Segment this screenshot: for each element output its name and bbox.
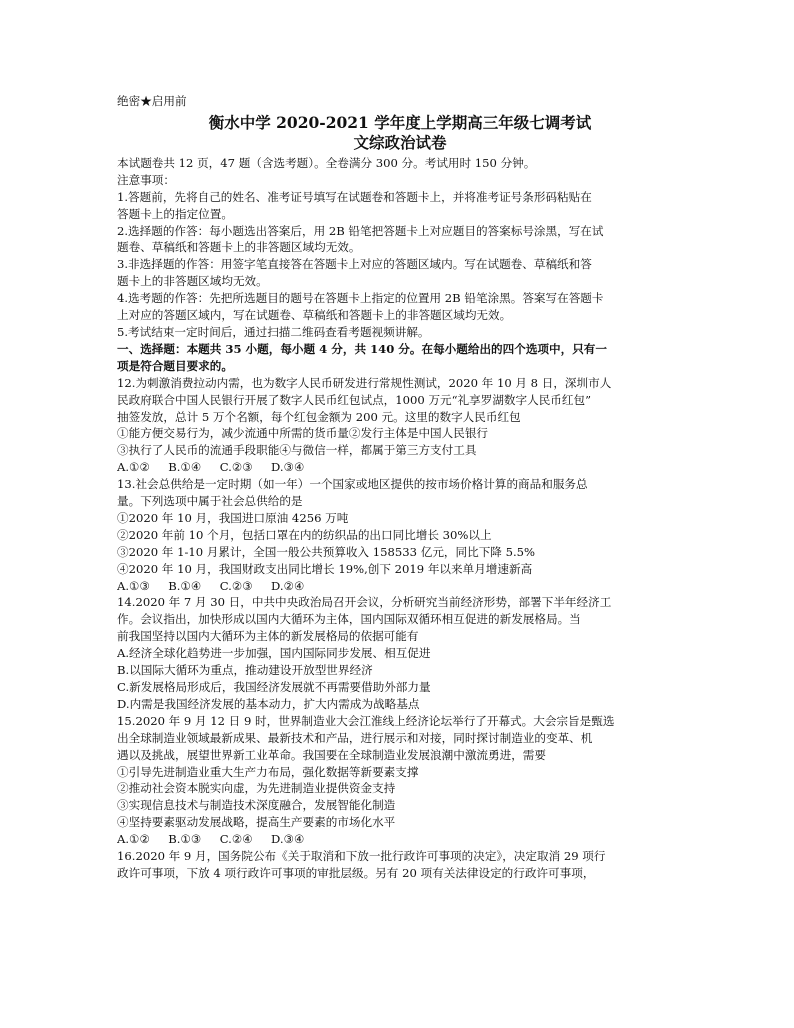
option-line: C.新发展格局形成后，我国经济发展就不再需要借助外部力量	[117, 680, 431, 694]
notes-line: 题卡上的非答题区域均无效。	[117, 274, 268, 289]
option-line: ①2020 年 10 月，我国进口原油 4256 万吨	[117, 510, 349, 525]
notes-line: 4.选考题的作答：先把所选题目的题号在答题卡上指定的位置用 2B 铅笔涂黑。答案写在答题卡	[117, 291, 604, 306]
question-line: 13.社会总供给是一定时期（如一年）一个国家或地区提供的按市场价格计算的商品和服务总	[117, 477, 588, 492]
notes-line: 答题卡上的指定位置。	[117, 206, 233, 221]
question-line: 政许可事项，下放 4 项行政许可事项的审批层级。另有 20 项有关法律设定的行政许可事项，	[117, 865, 595, 880]
exam-intro: 本试题卷共 12 页，47 题（含选考题）。全卷满分 300 分。考试用时 150 分钟。	[117, 155, 536, 170]
question-12	[117, 375, 683, 476]
option-line: ②推动社会资本脱实向虚，为先进制造业提供资金支持	[117, 781, 396, 796]
question-13	[117, 476, 683, 594]
option-line: A.经济全球化趋势进一步加强，国内国际同步发展、相互促进	[117, 646, 431, 661]
notes-line: 2.选择题的作答：每小题选出答案后，用 2B 铅笔把答题卡上对应题目的答案标号涂黑，写在试	[117, 223, 604, 238]
question-line: 前我国坚持以国内大循环为主体的新发展格局的依据可能有	[117, 629, 419, 644]
question-line: 16.2020 年 9 月，国务院公布《关于取消和下放一批行政许可事项的决定》，决定取消 29 项行	[117, 849, 606, 864]
notes-line: 3.非选择题的作答：用签字笔直接答在答题卡上对应的答题区域内。写在试题卷、草稿纸和答	[117, 257, 592, 272]
question-15	[117, 713, 683, 848]
notes-heading: 注意事项：	[117, 172, 175, 187]
notes-section	[117, 172, 683, 341]
question-line: 12.为刺激消费拉动内需，也为数字人民币研发进行常规性测试，2020 年 10 月 8 日，深圳市人	[117, 375, 612, 390]
exam-page	[117, 93, 683, 882]
question-line: 14.2020 年 7 月 30 日，中共中央政治局召开会议，分析研究当前经济形势，部署下半年经济工	[117, 595, 612, 610]
answer-options: A.①② B.①④ C.②③ D.③④	[117, 460, 305, 475]
answer-options: A.①② B.①③ C.②④ D.③④	[117, 832, 305, 847]
answer-options: A.①③ B.①④ C.②③ D.②④	[117, 578, 305, 593]
question-line: 量。下列选项中属于社会总供给的是	[117, 494, 303, 509]
question-14	[117, 594, 683, 712]
question-line: 民政府联合中国人民银行开展了数字人民币红包试点，1000 万元“礼享罗湖数字人民币红包”	[117, 392, 592, 407]
notes-line: 题卷、草稿纸和答题卡上的非答题区域均无效。	[117, 240, 361, 255]
notes-line: 5.考试结束一定时间后，通过扫描二维码查看考题视频讲解。	[117, 324, 430, 339]
exam-subtitle: 文综政治试卷	[353, 132, 447, 152]
option-line: ③实现信息技术与制造技术深度融合，发展智能化制造	[117, 798, 396, 813]
notes-line: 上对应的答题区域内，写在试题卷、草稿纸和答题卡上的非答题区域均无效。	[117, 308, 512, 323]
question-line: 15.2020 年 9 月 12 日 9 时，世界制造业大会江淮线上经济论坛举行了开幕式。大会宗旨是甄选	[117, 713, 615, 728]
question-line: 抽签发放，总计 5 万个名额，每个红包金额为 200 元。这里的数字人民币红包	[117, 409, 521, 424]
option-line: ②2020 年前 10 个月，包括口罩在内的纺织品的出口同比增长 30%以上	[117, 527, 492, 542]
question-16	[117, 848, 683, 882]
secret-label: 绝密★启用前	[117, 94, 187, 108]
exam-title: 衡水中学 2020-2021 学年度上学期高三年级七调考试	[208, 112, 592, 132]
option-line: ③2020 年 1-10 月累计，全国一般公共预算收入 158533 亿元，同比下降 5.5%	[117, 544, 536, 559]
option-line: ①引导先进制造业重大生产力布局，强化数据等新要素支撑	[117, 764, 419, 779]
option-line: D.内需是我国经济发展的基本动力，扩大内需成为战略基点	[117, 696, 420, 711]
question-line: 出全球制造业领域最新成果、最新技术和产品，进行展示和对接，同时探讨制造业的变革、机	[117, 730, 593, 745]
option-line: ①能方便交易行为，减少流通中所需的货币量②发行主体是中国人民银行	[117, 426, 489, 441]
question-line: 作。会议指出，加快形成以国内大循环为主体，国内国际双循环相互促进的新发展格局。当	[117, 612, 581, 627]
section-heading-cont: 项是符合题目要求的。	[117, 358, 233, 373]
option-line: ③执行了人民币的流通手段职能④与微信一样，都属于第三方支付工具	[117, 443, 477, 458]
section-heading: 一、选择题：本题共 35 小题，每小题 4 分，共 140 分。在每小题给出的四个选项中，只有一	[117, 341, 607, 356]
notes-line: 1.答题前，先将自己的姓名、准考证号填写在试题卷和答题卡上，并将准考证号条形码粘贴在	[117, 189, 592, 204]
option-line: ④2020 年 10 月，我国财政支出同比增长 19%,创下 2019 年以来单月增速新高	[117, 561, 533, 576]
option-line: ④坚持要素驱动发展战略，提高生产要素的市场化水平	[117, 815, 396, 830]
option-line: B.以国际大循环为重点，推动建设开放型世界经济	[117, 663, 373, 678]
question-line: 遇以及挑战，展望世界新工业革命。我国要在全球制造业发展浪潮中激流勇进，需要	[117, 747, 546, 762]
